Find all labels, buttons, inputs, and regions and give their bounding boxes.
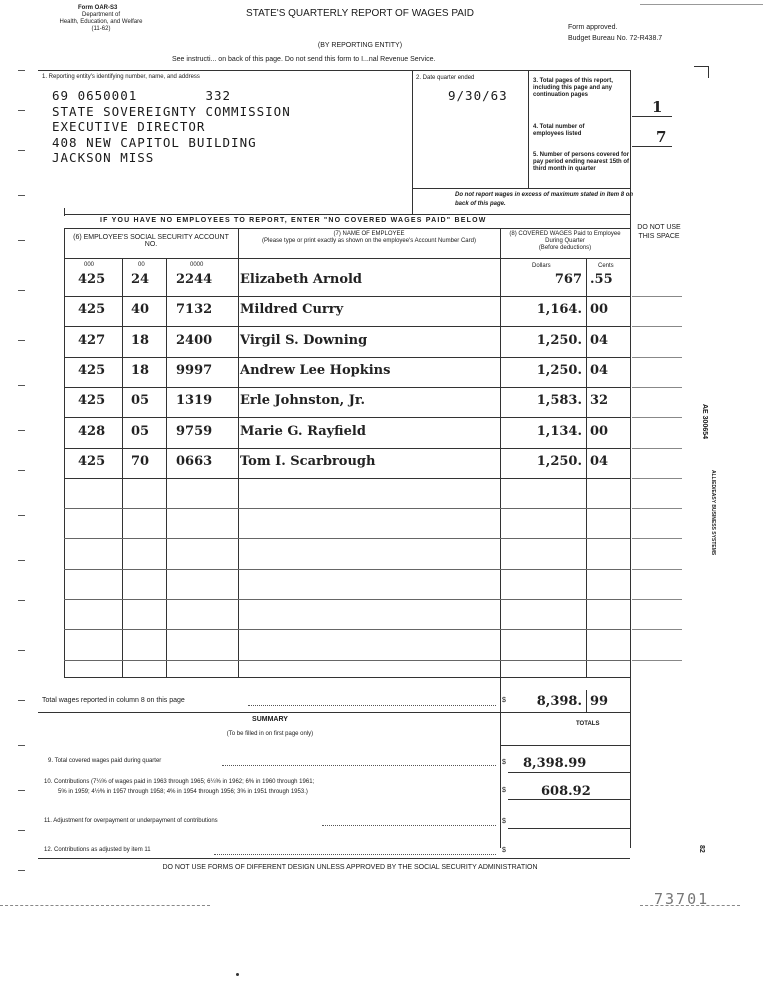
table-bottom: [64, 677, 630, 678]
binder-margin-mark: [18, 650, 25, 651]
summary-border: [630, 677, 631, 848]
binder-margin-mark: [18, 870, 25, 871]
top-rule: [38, 70, 630, 71]
employee-name: Virgil S. Downing: [240, 332, 368, 348]
ssn-area: 425: [78, 302, 106, 318]
leader-dots: [214, 854, 496, 855]
binder-margin-mark: [18, 745, 25, 746]
agency-line: Department of: [81, 12, 121, 18]
item10-rule: [508, 799, 630, 800]
wages-header: [502, 231, 628, 252]
item3-value: 1: [652, 98, 663, 116]
table-row-line: [64, 660, 630, 661]
wage-cents: 00: [590, 302, 609, 318]
ssn-area: 427: [78, 332, 106, 348]
corner-mark: [694, 66, 708, 67]
wage-dollars: 1,583.: [536, 393, 582, 409]
table-row-line: [64, 417, 630, 418]
ssn-sub-serial: 0000: [190, 262, 204, 268]
employee-name: Erle Johnston, Jr.: [240, 393, 366, 409]
name-header-sub: (Please type or print exactly as shown on the employee's Account Number Card): [262, 238, 476, 244]
scan-speck: [236, 973, 239, 976]
ssn-area: 425: [78, 453, 106, 469]
margin-row-line: [632, 629, 682, 630]
header-rule: [64, 258, 630, 259]
item11-rule: [508, 828, 630, 829]
name-header-title: (7) NAME OF EMPLOYEE: [333, 231, 405, 237]
footer-notice: DO NOT USE FORMS OF DIFFERENT DESIGN UNLESS APPROVED BY THE SOCIAL SECURITY ADMINISTRATION: [162, 864, 538, 871]
item4-rule: [632, 146, 672, 147]
employee-name: Elizabeth Arnold: [240, 272, 363, 287]
ssn-serial: 9759: [176, 423, 213, 439]
entity-name: STATE SOVEREIGNTY COMMISSION: [52, 103, 291, 119]
quarter-value: 9/30/63: [448, 88, 508, 103]
total-dollar-sign: $: [502, 697, 506, 704]
margin-row-line: [632, 478, 682, 479]
binder-margin-mark: [18, 515, 25, 516]
col-divider: [586, 690, 587, 712]
bottom-rule: [38, 858, 630, 859]
entity-title: EXECUTIVE DIRECTOR: [52, 119, 206, 134]
leader-dots: [322, 825, 496, 826]
item9-rule: [508, 772, 630, 773]
margin-row-line: [632, 296, 682, 297]
margin-row-line: [632, 599, 682, 600]
summary-title: SUMMARY: [252, 716, 288, 723]
wage-dollars: 1,134.: [536, 423, 582, 439]
agency-line: Health, Education, and Welfare: [59, 19, 143, 25]
table-row-line: [64, 569, 630, 570]
dollars-header: Dollars: [532, 263, 551, 269]
binder-margin-mark: [18, 70, 25, 71]
vendor-imprint: ALLIED/EASY BUSINESS SYSTEMS: [710, 470, 716, 556]
table-rule: [64, 228, 630, 229]
item4-label: 4. Total number of employees listed: [533, 124, 585, 137]
summary-rule: [38, 712, 630, 713]
col-divider: [122, 258, 123, 677]
binder-margin-mark: [18, 470, 25, 471]
wage-dollars: 767: [554, 272, 582, 287]
wages-header-title: (8) COVERED WAGES Paid to Employee During Quarter: [509, 231, 621, 244]
total-dollars: 8,398.: [536, 694, 582, 709]
table-border: [630, 214, 631, 677]
wage-dollars: 1,164.: [536, 302, 582, 318]
binder-margin-mark: [18, 700, 25, 701]
margin-row-line: [632, 508, 682, 509]
cents-header: Cents: [598, 263, 614, 269]
table-row-line: [64, 629, 630, 630]
handwritten-number: 73701: [654, 890, 710, 908]
entity-info: [52, 88, 291, 166]
entity-city: JACKSON MISS: [52, 150, 155, 165]
margin-row-line: [632, 417, 682, 418]
totals-label: TOTALS: [576, 721, 600, 727]
margin-row-line: [632, 538, 682, 539]
form-title: STATE'S QUARTERLY REPORT OF WAGES PAID: [246, 8, 474, 19]
ssn-group: 24: [131, 272, 150, 287]
margin-row-line: [632, 569, 682, 570]
form-subtitle: (BY REPORTING ENTITY): [317, 42, 403, 49]
ssn-serial: 2400: [176, 332, 213, 348]
wages-header-sub: (Before deductions): [538, 245, 592, 251]
table-row-line: [64, 357, 630, 358]
item11-dollar-sign: $: [502, 818, 506, 825]
ssn-group: 05: [131, 423, 150, 439]
margin-row-line: [632, 357, 682, 358]
table-row-line: [64, 296, 630, 297]
wage-cents: 04: [590, 332, 609, 348]
table-row-line: [64, 387, 630, 388]
binder-margin-mark: [18, 560, 25, 561]
item10-label-2: 5% in 1959; 4½% in 1957 through 1958; 4% in 1954 through 1956; 3% in 1951 through 1953.): [58, 789, 308, 795]
total-cents: 99: [590, 694, 609, 709]
total-wages-label: Total wages reported in column 8 on this page: [42, 697, 185, 704]
binder-margin-mark: [18, 830, 25, 831]
item9-label: 9. Total covered wages paid during quarter: [48, 758, 162, 764]
item10-value: 608.92: [541, 784, 591, 799]
ssn-group: 70: [131, 453, 150, 469]
divider: [412, 70, 413, 215]
binder-margin-mark: [18, 240, 25, 241]
ssn-serial: 2244: [176, 272, 213, 287]
item10-dollar-sign: $: [502, 787, 506, 794]
divider: [412, 188, 630, 189]
table-row-line: [64, 326, 630, 327]
binder-margin-mark: [18, 110, 25, 111]
employee-name: Andrew Lee Hopkins: [240, 362, 391, 378]
ssn-group: 18: [131, 362, 150, 378]
instruction-line: See instructi... on back of this page. Do not send this form to I...nal Revenue Service.: [172, 56, 436, 63]
divider: [528, 70, 529, 188]
margin-row-line: [632, 387, 682, 388]
scan-edge-line: [0, 905, 210, 906]
leader-dots: [248, 705, 496, 706]
item3-rule: [632, 116, 672, 117]
table-row-line: [64, 478, 630, 479]
ssn-area: 425: [78, 272, 106, 287]
summary-subtitle: (To be filled in on first page only): [226, 731, 314, 737]
divider: [64, 208, 65, 216]
employee-name: Tom I. Scarbrough: [240, 453, 376, 469]
item12-dollar-sign: $: [502, 847, 506, 854]
ssn-serial: 9997: [176, 362, 213, 378]
item12-label: 12. Contributions as adjusted by item 11: [44, 847, 151, 853]
ssn-serial: 7132: [176, 302, 213, 318]
ssn-area: 425: [78, 362, 106, 378]
binder-margin-mark: [18, 290, 25, 291]
ssn-group: 05: [131, 393, 150, 409]
ssn-serial: 0663: [176, 453, 213, 469]
item5-label: 5. Number of persons covered for pay period ending nearest 15th of third month in quarter: [533, 152, 630, 172]
wage-cents: 04: [590, 453, 609, 469]
name-header: [240, 231, 498, 245]
no-employees-banner: IF YOU HAVE NO EMPLOYEES TO REPORT, ENTER "NO COVERED WAGES PAID" BELOW: [100, 217, 487, 224]
binder-margin-mark: [18, 600, 25, 601]
agency-line: (11-62): [91, 26, 111, 32]
agency-block: [36, 12, 166, 33]
ssn-area: 428: [78, 423, 106, 439]
ssn-group: 40: [131, 302, 150, 318]
ssn-serial: 1319: [176, 393, 213, 409]
corner-mark: [708, 66, 709, 78]
binder-margin-mark: [18, 385, 25, 386]
entity-label: 1. Reporting entity's identifying number, name, and address: [42, 74, 200, 80]
table-row-line: [64, 538, 630, 539]
divider: [64, 214, 630, 215]
margin-row-line: [632, 326, 682, 327]
ssn-header: (6) EMPLOYEE'S SOCIAL SECURITY ACCOUNT NO.: [73, 234, 229, 248]
entity-street: 408 NEW CAPITOL BUILDING: [52, 134, 257, 150]
leader-dots: [222, 765, 496, 766]
table-row-line: [64, 508, 630, 509]
binder-margin-mark: [18, 430, 25, 431]
item9-value: 8,398.99: [523, 756, 587, 771]
do-not-use-note: DO NOT USE THIS SPACE: [637, 224, 681, 240]
ssn-sub-group: 00: [138, 262, 145, 268]
entity-id-line: 69 0650001 332: [52, 88, 232, 103]
col-divider: [586, 258, 587, 677]
wage-dollars: 1,250.: [536, 362, 582, 378]
col-divider: [166, 258, 167, 677]
scan-edge-line: [640, 4, 763, 5]
wage-cents: 04: [590, 362, 609, 378]
wage-cents: 00: [590, 423, 609, 439]
employee-name: Mildred Curry: [240, 302, 344, 318]
margin-row-line: [632, 448, 682, 449]
form-id: Form OAR-S3: [78, 5, 118, 11]
archive-stamp: AE 300654: [701, 404, 708, 440]
item10-label-1: 10. Contributions (7¼% of wages paid in 1963 through 1965; 6¼% in 1962; 6% in 1960 through 1961;: [44, 779, 315, 785]
scan-edge-line: [640, 905, 740, 906]
table-row-line: [64, 599, 630, 600]
quarter-label: 2. Date quarter ended: [416, 75, 475, 81]
wage-cents: .55: [590, 272, 613, 287]
margin-row-line: [632, 660, 682, 661]
budget-bureau-number: Budget Bureau No. 72-R438.7: [568, 35, 663, 42]
item9-dollar-sign: $: [502, 759, 506, 766]
margin-mark: 82: [698, 845, 705, 853]
binder-margin-mark: [18, 195, 25, 196]
employee-name: Marie G. Rayfield: [240, 423, 366, 439]
binder-margin-mark: [18, 340, 25, 341]
ssn-sub-area: 000: [84, 262, 95, 268]
item11-label: 11. Adjustment for overpayment or underpayment of contributions: [44, 818, 218, 824]
wage-dollars: 1,250.: [536, 453, 582, 469]
max-wage-note: Do not report wages in excess of maximum stated in Item 8 on back of this page.: [455, 192, 634, 207]
ssn-area: 425: [78, 393, 106, 409]
item4-value: 7: [656, 128, 667, 146]
form-approval: Form approved.: [568, 24, 618, 31]
binder-margin-mark: [18, 150, 25, 151]
totals-rule: [500, 745, 630, 746]
table-row-line: [64, 448, 630, 449]
item3-label: 3. Total pages of this report, including this page and any continuation pages: [533, 78, 613, 98]
binder-margin-mark: [18, 790, 25, 791]
ssn-group: 18: [131, 332, 150, 348]
wage-dollars: 1,250.: [536, 332, 582, 348]
wage-cents: 32: [590, 393, 609, 409]
